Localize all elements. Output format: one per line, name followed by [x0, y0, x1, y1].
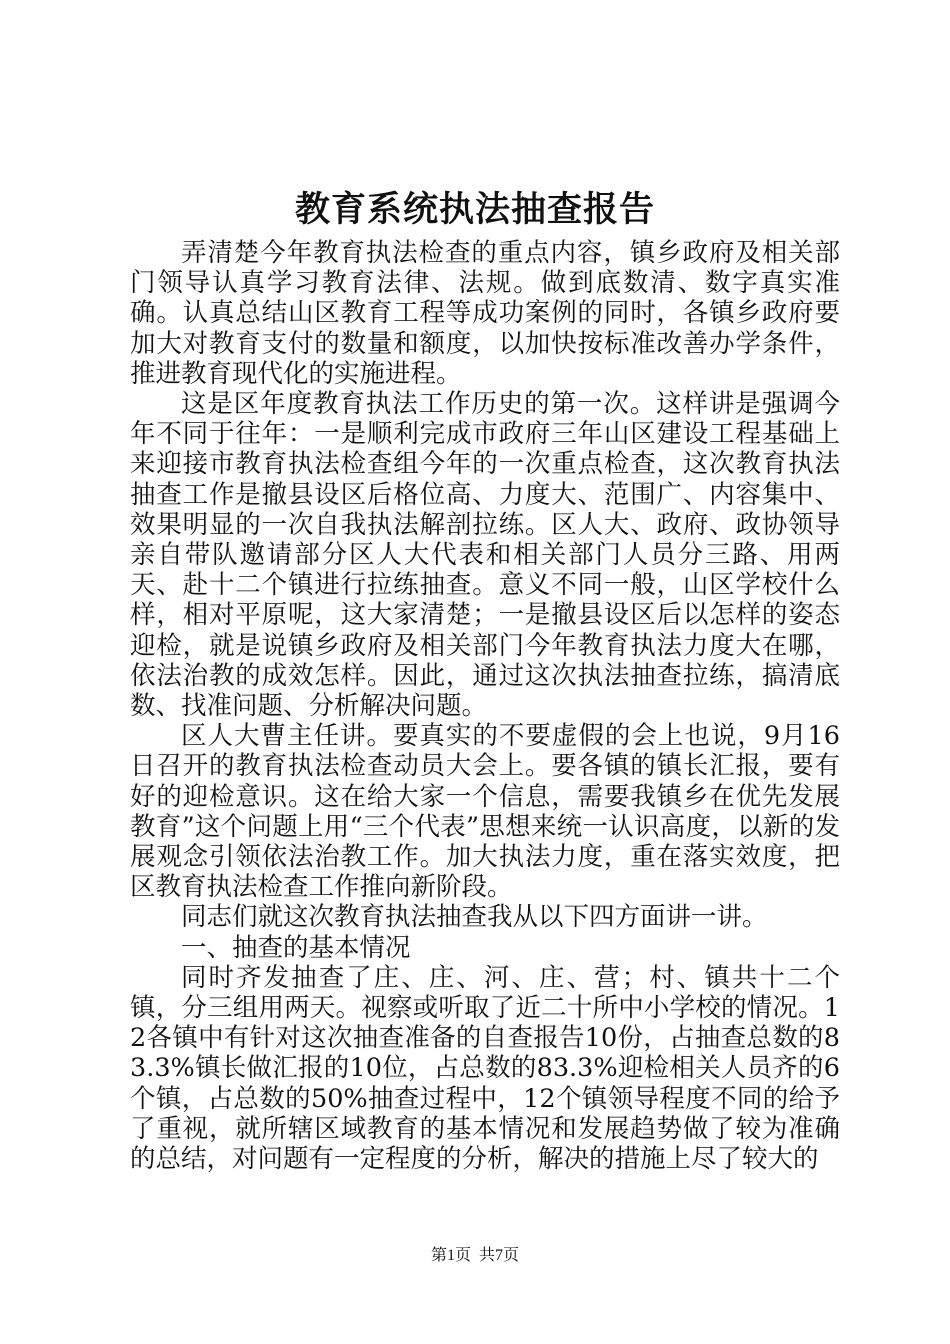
document-body: [130, 238, 840, 1174]
page-total: 共7页: [479, 1247, 520, 1264]
paragraph-1: 弄清楚今年教育执法检查的重点内容，镇乡政府及相关部门领导认真学习教育法律、法规。做到底数清、数字真实准确。认真总结山区教育工程等成功案例的同时，各镇乡政府要加大对教育支付的数量和额度，以加快按标准改善办学条件，推进教育现代化的实施进程。: [130, 238, 840, 389]
section-heading-1: 一、抽查的基本情况: [181, 932, 411, 963]
paragraph-3: 区人大曹主任讲。要真实的不要虚假的会上也说，9月16日召开的教育执法检查动员大会上。要各镇的镇长汇报，要有好的迎检意识。这在给大家一个信息，需要我镇乡在优先发展教育”这个问题上用“三个代表”思想来统一认识高度，以新的发展观念引领依法治教工作。加大执法力度，重在落实效度，把区教育执法检查工作推向新阶段。: [130, 721, 840, 903]
paragraph-4: 同志们就这次教育执法抽查我从以下四方面讲一讲。: [181, 902, 768, 933]
paragraph-2: 这是区年度教育执法工作历史的第一次。这样讲是强调今年不同于往年：一是顺利完成市政府三年山区建设工程基础上来迎接市教育执法检查组今年的一次重点检查，这次教育执法抽查工作是撤县设区后格位高、力度大、范围广、内容集中、效果明显的一次自我执法解剖拉练。区人大、政府、政协领导亲自带队邀请部分区人大代表和相关部门人员分三路、用两天、赴十二个镇进行拉练抽查。意义不同一般，山区学校什么样，相对平原呢，这大家清楚；一是撤县设区后以怎样的姿态迎检，就是说镇乡政府及相关部门今年教育执法力度大在哪，依法治教的成效怎样。因此，通过这次执法抽查拉练，搞清底数、找准问题、分析解决问题。: [130, 389, 840, 722]
page-number: 第1页: [430, 1247, 471, 1264]
page-footer: [0, 1246, 950, 1266]
paragraph-5: 同时齐发抽查了庄、庄、河、庄、营；村、镇共十二个镇，分三组用两天。视察或听取了近二十所中小学校的情况。12各镇中有针对这次抽查准备的自查报告10份，占抽查总数的83.3%镇长做汇报的10位，占总数的83.3%迎检相关人员齐的6个镇，占总数的50%抽查过程中，12个镇领导程度不同的给予了重视，就所辖区域教育的基本情况和发展趋势做了较为准确的总结，对问题有一定程度的分析，解决的措施上尽了较大的: [130, 962, 840, 1175]
document-title: 教育系统执法抽查报告: [294, 190, 655, 230]
